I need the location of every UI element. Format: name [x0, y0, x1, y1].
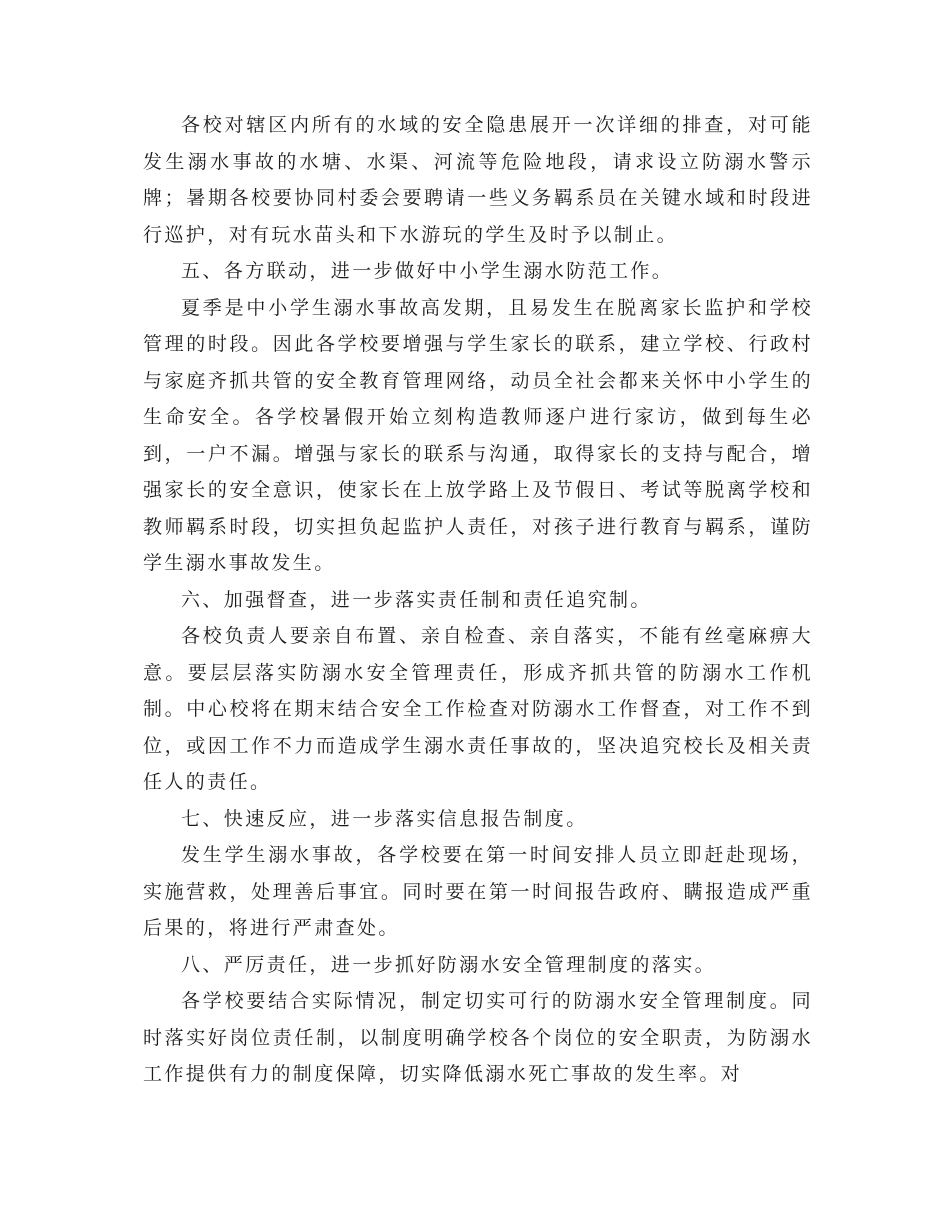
section-heading-5: 五、各方联动，进一步做好中小学生溺水防范工作。 [181, 260, 674, 282]
section-heading-6: 六、加强督查，进一步落实责任制和责任追究制。 [181, 588, 652, 611]
paragraph-supervision: 各校负责人要亲自布置、亲自检查、亲自落实，不能有丝毫麻痹大意。要层层落实防溺水安全管理责任，形成齐抓共管的防溺水工作机制。中心校将在期末结合安全工作检查对防溺水工作督查，对工作不到位，或因工作不力而造成学生溺水责任事故的，坚决追究校长及相关责任人的责任。 [143, 625, 813, 793]
section-heading-7: 七、快速反应，进一步落实信息报告制度。 [181, 807, 588, 830]
paragraph-summer-safety: 夏季是中小学生溺水事故高发期，且易发生在脱离家长监护和学校管理的时段。因此各学校要增强与学生家长的联系，建立学校、行政村与家庭齐抓共管的安全教育管理网络，动员全社会都来关怀中小学生的生命安全。各学校暑假开始立刻构造教师逐户进行家访，做到每生必到，一户不漏。增强与家长的联系与沟通，取得家长的支持与配合，增强家长的安全意识，使家长在上放学路上及节假日、考试等脱离学校和教师羁系时段，切实担负起监护人责任，对孩子进行教育与羁系，谨防学生溺水事故发生。 [143, 296, 813, 574]
paragraph-water-inspection: 各校对辖区内所有的水域的安全隐患展开一次详细的排查，对可能发生溺水事故的水塘、水渠、河流等危险地段，请求设立防溺水警示牌；暑期各校要协同村委会要聘请一些义务羁系员在关键水域和时段进行巡护，对有玩水苗头和下水游玩的学生及时予以制止。 [143, 114, 813, 246]
paragraph-rapid-response: 发生学生溺水事故，各学校要在第一时间安排人员立即赶赴现场，实施营救，处理善后事宜。同时要在第一时间报告政府、瞒报造成严重后果的，将进行严肃查处。 [143, 844, 813, 939]
paragraph-management-system: 各学校要结合实际情况，制定切实可行的防溺水安全管理制度。同时落实好岗位责任制，以制度明确学校各个岗位的安全职责，为防溺水工作提供有力的制度保障，切实降低溺水死亡事故的发生率。对 [143, 990, 813, 1085]
document-page [143, 107, 813, 1093]
section-heading-8: 八、严厉责任，进一步抓好防溺水安全管理制度的落实。 [181, 953, 717, 976]
